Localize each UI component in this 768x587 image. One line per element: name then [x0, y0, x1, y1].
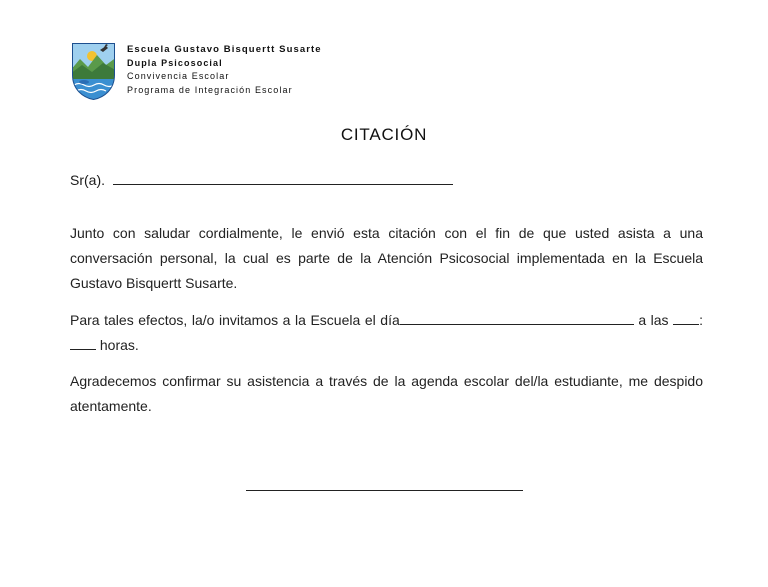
- department-line: Dupla Psicosocial: [127, 57, 223, 68]
- appointment-text: a las: [638, 312, 669, 328]
- date-blank: [400, 310, 634, 325]
- department-line: Convivencia Escolar: [127, 71, 230, 81]
- addressee-blank: [113, 170, 453, 185]
- paragraph-appointment: [70, 308, 703, 358]
- signature-line: [246, 490, 523, 491]
- school-crest-icon: [70, 41, 117, 101]
- school-name: Escuela Gustavo Bisquertt Susarte: [127, 44, 322, 55]
- appointment-text: horas.: [99, 337, 139, 353]
- minute-blank: [70, 335, 96, 350]
- addressee-line: [70, 170, 453, 188]
- appointment-text: Para tales efectos, la/o invitamos a la Escuela el día: [70, 312, 400, 328]
- hour-blank: [673, 310, 699, 325]
- document-title: CITACIÓN: [340, 125, 428, 144]
- paragraph-closing: Agradecemos confirmar su asistencia a través de la agenda escolar del/la estudiante, me despido atentamente.: [70, 373, 703, 414]
- addressee-label: Sr(a).: [70, 172, 105, 188]
- time-separator: :: [699, 312, 704, 328]
- paragraph-intro: Junto con saludar cordialmente, le envió esta citación con el fin de que usted asista a una conversación personal, la cual es parte de la Atención Psicosocial implementada en la Escuela Gustavo Bisquertt Susarte.: [70, 225, 703, 291]
- department-line: Programa de Integración Escolar: [127, 84, 293, 95]
- letterhead: [70, 41, 322, 101]
